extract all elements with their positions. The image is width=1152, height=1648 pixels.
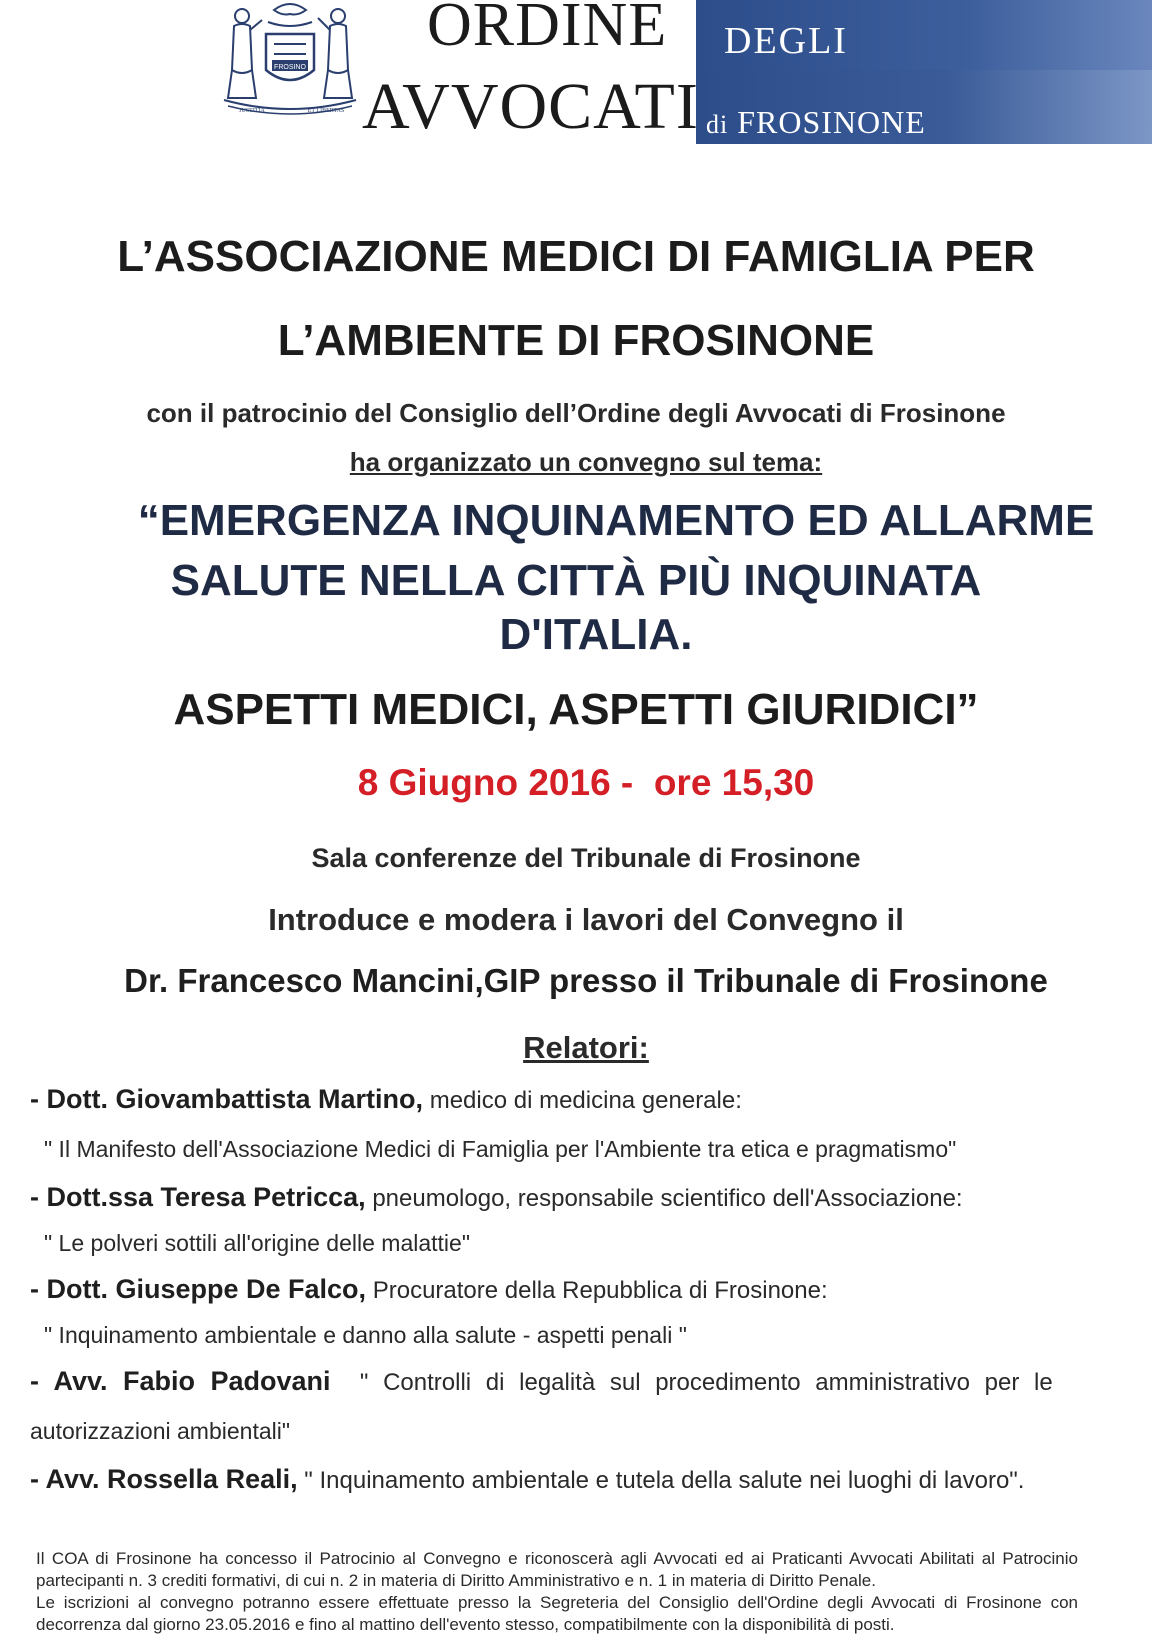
theme-line-2: SALUTE NELLA CITTÀ PIÙ INQUINATA <box>170 556 982 605</box>
event-date: 8 Giugno 2016 - <box>357 762 634 803</box>
association-line-1: L’ASSOCIAZIONE MEDICI DI FAMIGLIA PER <box>117 232 1035 281</box>
speaker-5 <box>30 1464 1024 1495</box>
event-venue: Sala conferenze del Tribunale di Frosinone <box>311 843 861 873</box>
speaker-1-name: - Dott. Giovambattista Martino, <box>30 1084 424 1114</box>
speaker-4-role: " Controlli di legalità sul procedimento amministrativo per le <box>359 1369 1053 1396</box>
speakers-title: Relatori: <box>523 1030 649 1065</box>
theme-line-3: D'ITALIA. <box>499 610 693 659</box>
speaker-3-name: - Dott. Giuseppe De Falco, <box>30 1274 367 1304</box>
speaker-2-role: pneumologo, responsabile scientifico dell'Associazione: <box>372 1185 963 1212</box>
speaker-1-role: medico di medicina generale: <box>429 1087 742 1114</box>
patronage-text: con il patrocinio del Consiglio dell’Ordine degli Avvocati di Frosinone <box>146 398 1006 428</box>
footer-paragraph-2: Le iscrizioni al convegno potranno essere effettuate presso la Segreteria del Consiglio dell'Ordine degli Avvocati di Frosinone con decorrenza dal giorno 23.05.2016 e fino al mattino dell'evento stesso, compatibilmente con la disponibilità di posti. <box>36 1593 1078 1634</box>
footer-notes <box>36 1548 1078 1636</box>
speaker-3-role: Procuratore della Repubblica di Frosinone: <box>372 1277 828 1304</box>
footer-paragraph-1: Il COA di Frosinone ha concesso il Patrocinio al Convegno e riconoscerà agli Avvocati ed ai Praticanti Avvocati Abilitati al Patrocinio partecipanti n. 3 crediti formativi, di cui n. 2 in materia di Diritto Amministrativo e n. 1 in materia di Diritto Penale. <box>36 1549 1078 1590</box>
speaker-3 <box>30 1274 828 1305</box>
letterhead-di: di <box>706 110 729 139</box>
letterhead-frosinone: FROSINONE <box>737 104 926 140</box>
speaker-1-talk: " Il Manifesto dell'Associazione Medici di Famiglia per l'Ambiente tra etica e pragmatismo" <box>44 1136 957 1162</box>
speaker-3-talk: " Inquinamento ambientale e danno alla salute - aspetti penali " <box>44 1322 687 1348</box>
theme-line-4: ASPETTI MEDICI, ASPETTI GIURIDICI” <box>173 685 979 734</box>
speaker-4-talk: autorizzazioni ambientali" <box>30 1418 291 1444</box>
event-intro: Introduce e modera i lavori del Convegno il <box>268 902 904 937</box>
speaker-2 <box>30 1182 963 1213</box>
speaker-2-name: - Dott.ssa Teresa Petricca, <box>30 1182 366 1212</box>
theme-line-1: “EMERGENZA INQUINAMENTO ED ALLARME <box>137 496 1095 545</box>
letterhead-blue-band-top <box>696 0 1152 70</box>
organized-text: ha organizzato un convegno sul tema: <box>349 447 823 477</box>
crest-motto-right: ET LIBERTAS <box>307 108 345 114</box>
speaker-5-role: " Inquinamento ambientale e tutela della salute nei luoghi di lavoro". <box>304 1467 1025 1494</box>
speaker-2-talk: " Le polveri sottili all'origine delle malattie" <box>44 1230 470 1256</box>
letterhead-avvocati: AVVOCATI <box>362 70 699 143</box>
event-time: ore 15,30 <box>653 762 815 803</box>
crest-motto-left: JUSTITIA <box>239 108 265 114</box>
letterhead-blue-band-bottom <box>696 70 1152 144</box>
letterhead <box>222 0 1152 150</box>
speaker-4-name: - Avv. Fabio Padovani <box>30 1366 331 1396</box>
letterhead-ordine: ORDINE <box>427 0 668 59</box>
speaker-4 <box>30 1366 1053 1397</box>
bar-crest-logo <box>222 0 358 118</box>
event-datetime <box>0 762 1152 804</box>
crest-label: FROSINO <box>274 64 306 71</box>
letterhead-city <box>706 106 926 138</box>
association-line-2: L’AMBIENTE DI FROSINONE <box>277 316 875 365</box>
speaker-5-name: - Avv. Rossella Reali, <box>30 1464 298 1494</box>
speaker-1 <box>30 1084 742 1115</box>
letterhead-degli: DEGLI <box>724 20 848 62</box>
event-moderator: Dr. Francesco Mancini,GIP presso il Tribunale di Frosinone <box>124 962 1048 999</box>
